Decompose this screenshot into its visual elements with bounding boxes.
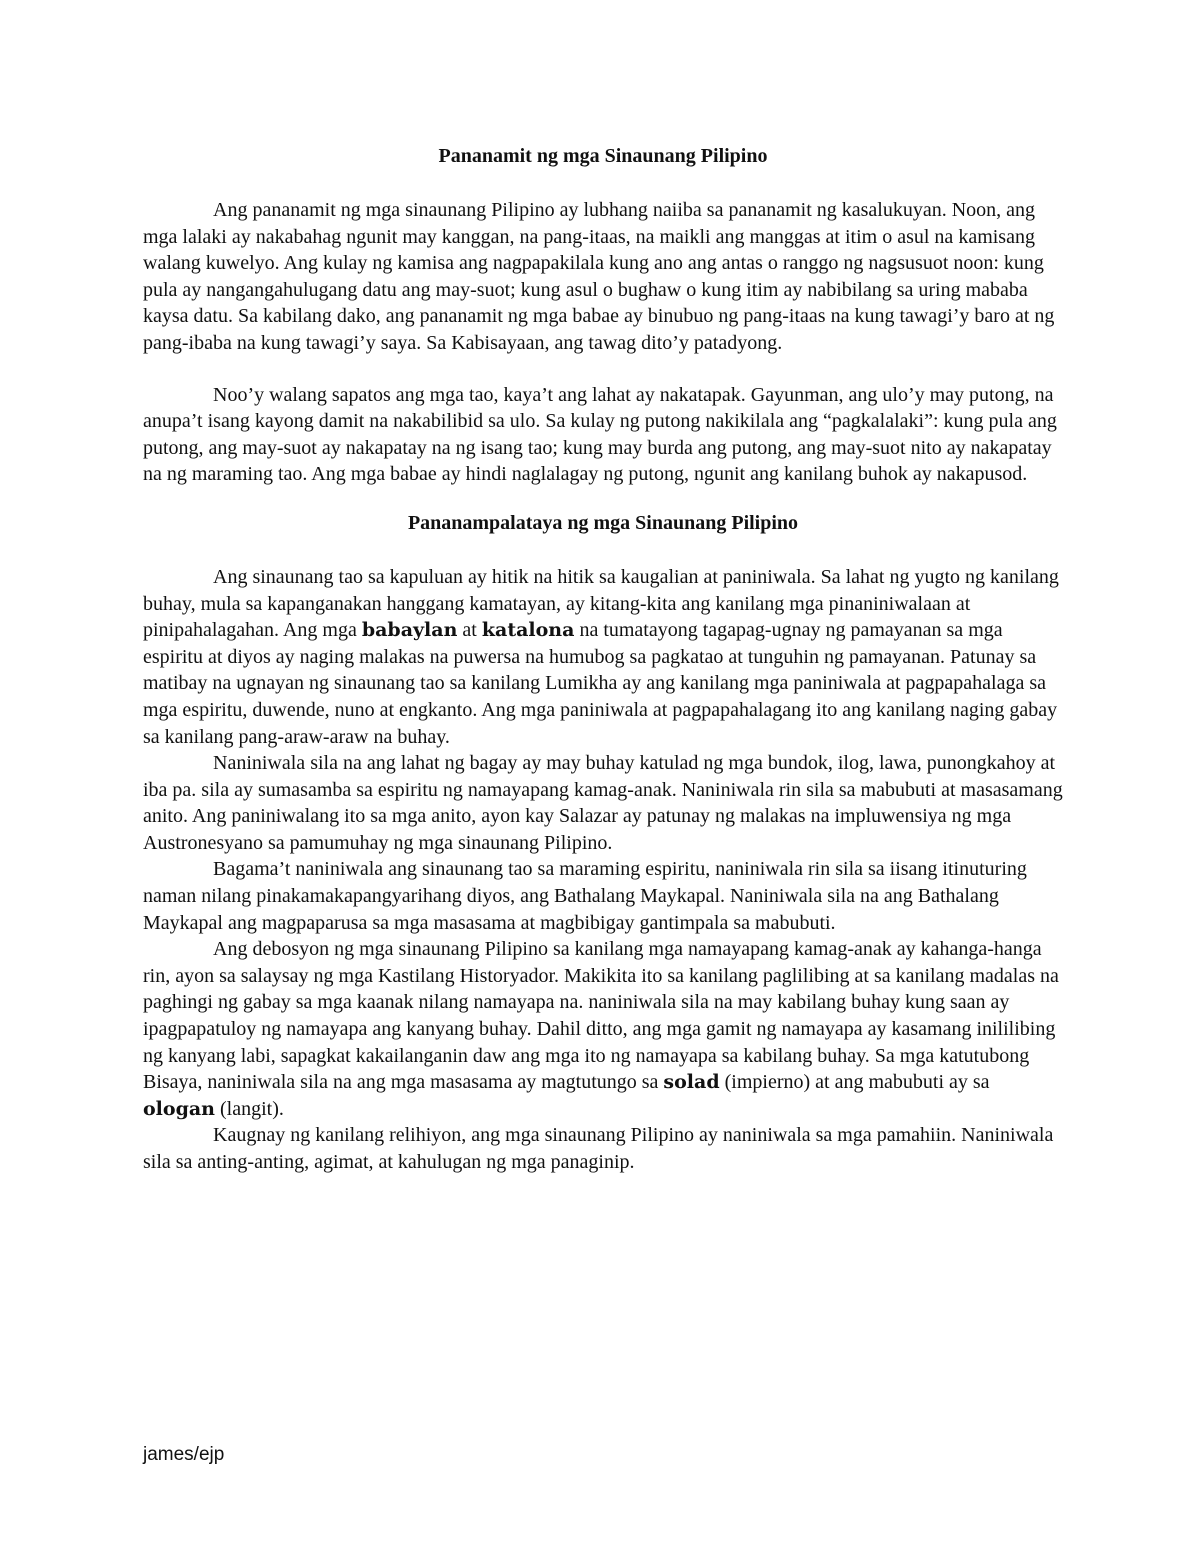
paragraph (143, 936, 1063, 1122)
text-segment: Naniniwala sila na ang lahat ng bagay ay may buhay katulad ng mga bundok, ilog, lawa, punongkahoy at iba pa. sila ay sumasamba sa espiritu ng namayapang kamag-anak. Naniniwala rin sila sa mabubuti at masasamang anito. Ang paniniwalang ito sa mga anito, ayon kay Salazar ay patunay ng malakas na impluwensiya ng mga Austronesyano sa pamumuhay ng mga sinaunang Pilipino. (143, 752, 1063, 854)
text-segment: Noo’y walang sapatos ang mga tao, kaya’t ang lahat ay nakatapak. Gayunman, ang ulo’y may putong, na anupa’t isang kayong damit na nakabilibid sa ulo. Sa kulay ng putong nakikilala ang “pagkalalaki”: kung pula ang putong, ang may-suot ay nakapatay na ng isang tao; kung may burda ang putong, ang may-suot nito ay nakapatay na ng maraming tao. Ang mga babae ay hindi naglalagay ng putong, ngunit ang kanilang buhok ay nakapusod. (143, 383, 1057, 486)
paragraph (143, 564, 1063, 750)
bold-term: katalona (481, 619, 575, 642)
bold-term: babaylan (361, 619, 458, 642)
section-title-pananamit: Pananamit ng mga Sinaunang Pilipino (438, 145, 768, 167)
paragraph (143, 1122, 1063, 1175)
paragraph (143, 197, 1063, 357)
paragraph (143, 382, 1063, 488)
document-body (143, 143, 1063, 1176)
footer-text: james/ejp (143, 1444, 225, 1465)
text-segment: at (457, 619, 482, 642)
paragraph (143, 750, 1063, 856)
text-segment: Ang pananamit ng mga sinaunang Pilipino ay lubhang naiiba sa pananamit ng kasalukuyan. Noon, ang mga lalaki ay nakabahag ngunit may kanggan, na pang-itaas, na maikli ang manggas at itim o asul na kamisang walang kuwelyo. Ang kulay ng kamisa ang nagpapakilala kung ano ang antas o ranggo ng nagsusuot noon: kung pula ay nangangahulugang datu ang may-suot; kung asul o bughaw o kung itim ay nabibilang sa uring mababa kaysa datu. Sa kabilang dako, ang pananamit ng mga babae ay binubuo ng pang-itaas na kung tawagi’y baro at ng pang-ibaba na kung tawagi’y saya. Sa Kabisayaan, ang tawag dito’y patadyong. (143, 199, 1055, 354)
bold-term: solad (663, 1071, 720, 1094)
text-segment: na tumatayong tagapag-ugnay ng pamayanan sa mga espiritu at diyos ay naging malakas na puwersa na humubog sa pagkatao at tunguhin ng pamayanan. Patunay sa matibay na ugnayan ng sinaunang tao sa kanilang Lumikha ay ang kanilang mga paniniwala at pagpapahalaga sa mga espiritu, duwende, nuno at engkanto. Ang mga paniniwala at pagpapahalagang ito ang kanilang naging gabay sa kanilang pang-araw-araw na buhay. (143, 619, 1058, 748)
text-segment: Ang sinaunang tao sa kapuluan ay hitik na hitik sa kaugalian at paniniwala. Sa lahat ng yugto ng kanilang buhay, mula sa kapanganakan hanggang kamatayan, ay kitang-kita ang kanilang mga pinaniniwalaan at pinipahalagahan. Ang mga (143, 565, 1059, 642)
text-segment: Ang debosyon ng mga sinaunang Pilipino sa kanilang mga namayapang kamag-anak ay kahanga-hanga rin, ayon sa salaysay ng mga Kastilang Historyador. Makikita ito sa kanilang paglilibing at sa kanilang madalas na paghingi ng gabay sa mga kaanak nilang namayapa na. naniniwala sila na may kabilang buhay kung saan ay ipagpapatuloy ng namayapa ang kanyang buhay. Dahil ditto, ang mga gamit ng namayapa ay kasamang inililibing ng kanyang labi, sapagkat kakailanganin daw ang mga ito ng namayapa sa kabilang buhay. Sa mga katutubong Bisaya, naniniwala sila na ang mga masasama ay magtutungo sa (143, 938, 1059, 1094)
text-segment: Bagama’t naniniwala ang sinaunang tao sa maraming espiritu, naniniwala rin sila sa iisang itinuturing naman nilang pinakamakapangyarihang diyos, ang Bathalang Maykapal. Naniniwala sila na ang Bathalang Maykapal ang magpaparusa sa mga masasama at magbibigay gantimpala sa mabubuti. (143, 858, 1027, 934)
bold-term: ologan (143, 1097, 215, 1120)
text-segment: (impierno) at ang mabubuti ay sa (719, 1071, 990, 1094)
text-segment: (langit). (214, 1097, 284, 1120)
text-segment: Kaugnay ng kanilang relihiyon, ang mga sinaunang Pilipino ay naniniwala sa mga pamahiin. Naniniwala sila sa anting-anting, agimat, at kahulugan ng mga panaginip. (143, 1124, 1054, 1173)
paragraph (143, 856, 1063, 936)
section-title-pananampalataya: Pananampalataya ng mga Sinaunang Pilipino (407, 511, 799, 534)
